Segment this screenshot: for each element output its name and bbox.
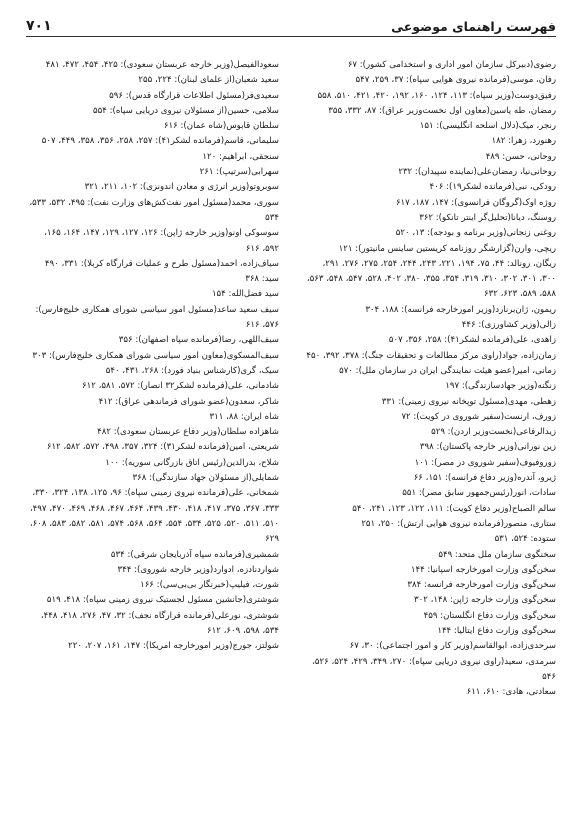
index-entry: سعید شعبان(از علمای لبنان): ۲۲۴، ۲۵۵ (138, 75, 279, 86)
index-entry: روژه اوک(گروگان فرانسوی): ۱۴۷، ۱۸۷، ۶۱۷ (395, 197, 556, 208)
index-entry: سخن‌گوی وزارت دفاع ایتالیا: ۱۴۴ (437, 625, 556, 636)
index-entry: شاهزاده سلطان(وزیر دفاع عربستان سعودی): ۴۸۲ (97, 427, 279, 438)
index-entry: رنجر، میک(دلال اسلحه انگلیسی): ۱۵۱ (419, 121, 556, 132)
index-entry: روغنی زنجانی(وزیر برنامه و بودجه): ۱۳، ۵۲۰ (395, 228, 556, 239)
index-entry: زاهدی، علی(فرمانده لشکر۴۱): ۲۵۸، ۳۵۶، ۵۰۷ (388, 335, 556, 346)
index-entry: ریچی، وارن(گزارشگر روزنامه کریستین ساینس مانیتور): ۱۲۱ (338, 243, 556, 254)
index-entry: شادمانی، علی(فرمانده لشکر۳۲ انصار): ۵۷۲، ۵۸۱، ۶۱۲ (82, 381, 279, 392)
index-entry: سخن‌گوی وزارت خارجه ژاپن: ۱۴۸، ۳۰۲ (413, 595, 556, 606)
index-entry: شورت، فیلیپ(خبرنگار بی‌بی‌سی): ۱۶۶ (140, 580, 279, 591)
index-entry: سادات، انور(رئیس‌جمهور سابق مصر): ۵۵۱ (402, 488, 556, 499)
index-entry: روحانی، حسن: ۴۸۹ (485, 151, 556, 162)
index-entry: ستاری، منصور(فرمانده نیروی هوایی ارتش): ۲۵۰، ۲۵۱ (361, 518, 556, 529)
index-entry: سعادتی، هادی: ۶۱۰، ۶۱۱ (466, 687, 556, 698)
index-entry: سوسوکی اونو(وزیر خارجه ژاپن): ۱۲۶، ۱۲۷، ۱۲۹، ۱۴۷، ۱۶۴، ۱۶۵، ۵۹۲، ۶۱۶ (44, 228, 279, 254)
index-entry: شمایلی(از مسئولان جهاد سازندگی): ۳۶۸ (132, 473, 279, 484)
index-entry: ریگان، رونالد: ۴۴، ۷۵، ۱۹۴، ۲۲۱، ۲۴۳، ۲۴۴، ۲۵۴، ۲۷۵، ۲۷۶، ۲۹۱، ۳۰۰، ۳۰۱، ۳۰۲، ۳۱۰، ۳۱۹، ۳۵۴، ۳۵۵، ۳۸۰، ۴۰۲، ۵۲۸، ۵۴۷، ۵۴۸، ۵۶۳، ۵۸۸، ۵۸۹، ۶۲۳، ۶۳۲ (306, 258, 556, 300)
index-entry: رهنورد، زهرا: ۱۸۲ (491, 136, 556, 147)
index-entry: سیاف‌زاده، احمد(مسئول طرح و عملیات قرارگاه کربلا): ۳۳۱، ۴۹۰ (44, 258, 279, 269)
index-entry: سرمدی، سعید(راوی نیروی دریایی سپاه): ۲۷۰، ۳۴۹، ۴۲۹، ۵۲۴، ۵۲۶، ۵۴۶ (312, 656, 556, 682)
index-entry: سخنگوی سازمان ملل متحد: ۵۴۹ (438, 549, 556, 560)
index-entry: سالم الصباح(وزیر دفاع کویت): ۱۱۱، ۱۲۲، ۱۲۳، ۲۴۱، ۵۴۰ (352, 503, 556, 514)
index-entry: سیف‌المسکوی(معاون امور سیاسی شورای همکاری خلیج‌فارس): ۳۰۳ (32, 350, 279, 361)
index-entry: شریعتی، امین(فرمانده لشکر۳۱): ۳۲۴، ۳۵۷، ۴۹۸، ۵۷۲، ۵۸۲، ۶۱۲ (46, 442, 279, 453)
index-entry: سلطان قابوس(شاه عمان): ۶۱۶ (163, 121, 279, 132)
index-entry: سعیدی‌فر(مسئول اطلاعات قرارگاه قدس): ۵۹۶ (109, 90, 279, 101)
index-entry: سنجقی، ابراهیم: ۱۲۰ (202, 151, 279, 162)
index-entry: شاکر، سعدون(عضو شورای فرماندهی عراق): ۴۱۲ (98, 396, 279, 407)
index-entry: زهطی، مهدی(مسئول توپخانه نیروی زمینی): ۳۳۱ (381, 396, 556, 407)
index-entry: ستوده: ۵۲۴، ۵۳۱ (494, 534, 556, 545)
index-entry: سعودالفیصل(وزیر خارجه عربستان سعودی): ۴۲۵، ۴۵۴، ۴۷۲، ۴۸۱ (45, 60, 279, 70)
index-entry: زالی(وزیر کشاورزی): ۴۴۶ (461, 320, 556, 331)
index-entry: رمضان، طه یاسین(معاون اول نخست‌وزیر عراق): ۸۷، ۳۳۲، ۳۵۵ (328, 105, 556, 116)
page-header (26, 14, 556, 37)
index-entry: سوبروتو(وزیر انرژی و معادن اندونزی): ۱۰۲، ۲۱۱، ۳۲۱ (84, 182, 279, 193)
index-entry: زیدالرفاعی(نخست‌وزیر اردن): ۵۲۹ (431, 427, 556, 438)
index-entry: رفان، موسی(فرمانده نیروی هوایی سپاه): ۳۷، ۲۵۹، ۵۴۷ (355, 75, 556, 86)
index-entry: رضوی(دبیرکل سازمان امور اداری و استخدامی کشور): ۶۷ (347, 60, 556, 70)
page-number: ۷۰۱ (26, 18, 52, 34)
index-entry: سید: ۳۶۸ (245, 274, 279, 285)
index-entry: زوروفیوف(سفیر شوروی در مصر): ۱۰۱ (414, 457, 556, 468)
index-entry: زین نورانی(وزیر خارجه پاکستان): ۳۹۸ (419, 442, 556, 453)
running-title: فهرست راهنمای موضوعی (391, 19, 556, 34)
index-entry: سخن‌گوی وزارت امورخارجه اسپانیا: ۱۴۴ (410, 564, 556, 575)
index-entry: روحانی‌نیا، رمضان‌علی(نماینده سپیدان): ۲۳۲ (398, 167, 556, 178)
index-entry: سخن‌گوی وزارت دفاع انگلستان: ۴۵۹ (423, 610, 556, 621)
index-entry: زمانی، امیر(عضو هیئت نمایندگی ایران در سازمان ملل): ۵۷۰ (339, 365, 556, 376)
index-entry: زورف، ارنست(سفیر شوروی در کویت): ۷۲ (401, 411, 556, 422)
index-entry: ریمون، ژان‌برنارد(وزیر امورخارجه فرانسه): ۱۸۸، ۳۰۴ (365, 304, 556, 315)
index-entry: سیف‌اللهی، رضا(فرمانده سپاه اصفهان): ۳۵۶ (118, 335, 279, 346)
index-entry: سلیمانی، قاسم(فرمانده لشکر۴۱): ۲۵۷، ۲۵۸، ۳۵۶، ۳۵۸، ۴۴۹، ۵۰۷ (41, 136, 279, 147)
index-column-left (27, 58, 279, 818)
index-entry: رودکی، نبی(فرمانده لشکر۱۹): ۴۰۶ (429, 182, 556, 193)
index-entry: زمان‌زاده، جواد(راوی مرکز مطالعات و تحقیقات جنگ): ۳۷۸، ۳۹۲، ۴۵۰ (306, 350, 556, 361)
index-entry: سخن‌گوی وزارت امورخارجه فرانسه: ۳۸۴ (407, 580, 556, 591)
index-entry: سلامی، حسین(از مسئولان نیروی دریایی سپاه): ۵۵۴ (93, 105, 279, 116)
index-entry: شمخانی، علی(فرمانده نیروی زمینی سپاه): ۹۶، ۱۲۵، ۱۳۸، ۳۲۴، ۳۳۰، ۳۳۳، ۳۶۷، ۳۷۵، ۴۱۷، ۴۱۸، ۴۳۰، ۴۳۹، ۴۶۴، ۴۶۷، ۴۶۸، ۴۶۹، ۴۷۰، ۴۹۷، ۵۱۰، ۵۱۱، ۵۲۰، ۵۲۵، ۵۳۴، ۵۵۴، ۵۶۴، ۵۶۸، ۵۷۴، ۵۸۱، ۵۸۲، ۵۸۳، ۶۰۸، ۶۲۹ (29, 488, 279, 545)
index-entry: سوری، محمد(مسئول امور نفت‌کش‌های وزارت نفت): ۴۹۵، ۵۳۲، ۵۳۳، ۵۳۴ (29, 197, 279, 223)
index-entry: شواردنادزه، ادوارد(وزیر خارجه شوروی): ۳۴۴ (117, 564, 279, 575)
index-entry: شوشتری(جانشین مسئول لجستیک نیروی زمینی سپاه): ۴۱۸، ۵۱۹ (46, 595, 279, 606)
index-entry: سید فضل‌الله: ۱۵۴ (211, 289, 279, 300)
index-entry: سرحدی‌زاده، ابوالقاسم(وزیر کار و امور اجتماعی): ۳۰، ۶۷ (349, 641, 556, 652)
index-entry: شلاح، بدرالدین(رئیس اتاق بازرگانی سوریه): ۱۰۰ (105, 457, 279, 468)
index-entry: شوشتری، نورعلی(فرمانده قرارگاه نجف): ۳۲، ۴۷، ۲۷۶، ۴۱۸، ۴۴۸، ۵۳۴، ۵۹۸، ۶۰۹، ۶۱۲ (40, 610, 279, 636)
index-entry: شولتز، جورج(وزیر امورخارجه امریکا): ۱۴۷، ۱۶۱، ۲۰۷، ۲۲۰ (68, 641, 279, 652)
index-entry: سیک، گری(کارشناس بنیاد فورد): ۲۶۸، ۴۳۱، ۵۴۰ (105, 365, 279, 376)
index-entry: سهرابی(سرتیپ): ۲۶۱ (199, 167, 279, 178)
index-entry: زنگنه(وزیر جهادسازندگی): ۱۹۷ (445, 381, 556, 392)
index-entry: روسنگ، دیانا(تحلیل‌گر اینتر تانکو): ۳۶۲ (419, 212, 556, 223)
index-entry: شاه ایران: ۸۸، ۳۱۱ (209, 411, 279, 422)
index-entry: شمشیری(فرمانده سپاه آذربایجان شرقی): ۵۳۴ (110, 549, 279, 560)
index-entry: سیف سعید ساعد(مسئول امور سیاسی شورای همکاری خلیج‌فارس): ۵۷۶، ۶۱۶ (35, 304, 279, 331)
index-entry: رفیق‌دوست(وزیر سپاه): ۱۱۳، ۱۲۴، ۱۶۰، ۱۹۲، ۴۲۰، ۴۲۱، ۵۱۰، ۵۵۸ (317, 90, 556, 101)
index-entry: ژیرو، آندره(وزیر دفاع فرانسه): ۱۵۱، ۶۶ (413, 473, 556, 484)
index-column-right (304, 58, 556, 818)
